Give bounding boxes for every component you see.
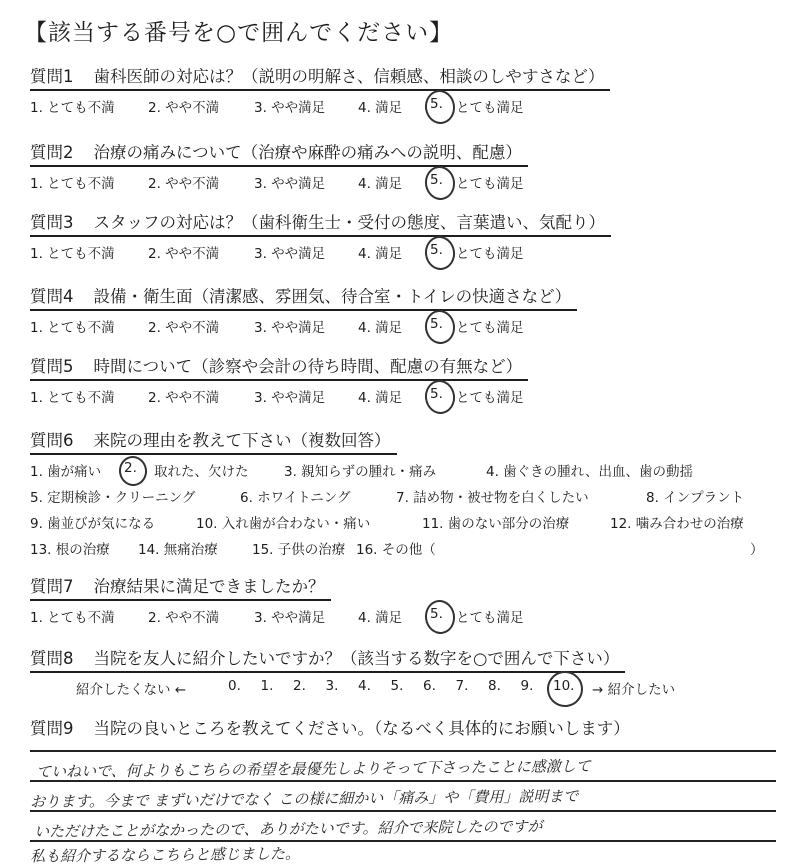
scale-value[interactable]: 2. [293,678,306,694]
option-1[interactable]: 1. とても不満 [30,176,115,192]
reason-option[interactable]: 6. ホワイトニング [240,490,351,506]
question-9-heading [30,718,630,740]
question-text: 当院の良いところを教えてください。（なるべく具体的にお願いします） [93,719,630,738]
question-number: 質問5 [30,357,74,376]
reason-option[interactable]: 14. 無痛治療 [138,542,218,558]
option-5-label[interactable]: とても満足 [456,246,524,262]
scale-value[interactable]: 6. [423,678,436,694]
question-6 [30,430,764,570]
option-3[interactable]: 3. やや満足 [254,176,326,192]
question-1 [30,66,610,116]
answer-line [30,750,776,752]
selection-circle [423,88,457,126]
question-number: 質問4 [30,287,74,306]
reason-option[interactable]: 3. 親知らずの腫れ・痛み [284,464,437,480]
option-3[interactable]: 3. やや満足 [254,610,326,626]
option-4[interactable]: 4. 満足 [358,176,403,192]
option-3[interactable]: 3. やや満足 [254,246,326,262]
reason-row [30,512,800,536]
option-5-number[interactable]: 5. [430,242,443,258]
option-2[interactable]: 2. やや不満 [148,176,220,192]
option-4[interactable]: 4. 満足 [358,100,403,116]
scale-value[interactable]: 5. [390,678,404,694]
option-1[interactable]: 1. とても不満 [30,100,115,116]
reason-option[interactable]: 2. [124,460,137,476]
handwritten-answer-line: 私も紹介するならこちらと感じました。 [29,844,301,866]
option-2[interactable]: 2. やや不満 [148,246,220,262]
answer-options [30,314,577,336]
reason-row [30,486,800,510]
question-3-heading [30,212,611,237]
scale-value[interactable]: 10. [553,678,575,694]
question-5-heading [30,356,528,381]
answer-options [30,604,524,626]
question-1-heading [30,66,610,91]
handwritten-answer-line: いただけたことがなかったので、ありがたいです。紹介で来院したのですが [33,817,543,841]
option-5-label[interactable]: とても満足 [456,320,524,336]
question-number: 質問8 [30,649,74,668]
question-4-heading [30,286,577,311]
answer-options [30,94,610,116]
selection-circle [423,308,457,346]
answer-options [30,170,528,192]
option-5-number[interactable]: 5. [430,316,443,332]
option-5-label[interactable]: とても満足 [456,610,524,626]
question-text: 時間について（診察や会計の待ち時間、配慮の有無など） [93,357,523,376]
question-2 [30,142,528,192]
question-number: 質問7 [30,577,74,596]
question-text: 治療結果に満足できましたか？ [93,577,325,596]
option-2[interactable]: 2. やや不満 [148,390,220,406]
question-9 [30,718,630,740]
selection-circle [423,598,457,636]
recommend-scale [76,678,716,700]
reason-option[interactable]: 5. 定期検診・クリーニング [30,490,196,506]
reason-option[interactable]: ） [750,542,764,558]
question-8 [30,648,625,673]
reason-option[interactable]: 11. 歯のない部分の治療 [422,516,570,532]
question-4 [30,286,577,336]
free-answer-area [29,740,776,866]
scale-right-label: → 紹介したい [592,682,676,698]
question-5 [30,356,528,406]
option-3[interactable]: 3. やや満足 [254,100,326,116]
reason-row [30,538,800,562]
scale-value[interactable]: 1. [260,678,274,694]
scale-value[interactable]: 0. [228,678,241,694]
option-5-label[interactable]: とても満足 [456,390,524,406]
selection-circle [545,669,586,710]
reason-option[interactable]: 13. 根の治療 [30,542,110,558]
scale-value[interactable]: 3. [325,678,339,694]
option-5-number[interactable]: 5. [430,386,443,402]
reason-option[interactable]: 10. 入れ歯が合わない・痛い [196,516,371,532]
selection-circle [423,234,457,272]
question-text: 歯科医師の対応は？（説明の明解さ、信頼感、相談のしやすさなど） [93,67,605,86]
answer-options [30,240,611,262]
answer-options [30,384,528,406]
option-1[interactable]: 1. とても不満 [30,390,115,406]
option-1[interactable]: 1. とても不満 [30,246,115,262]
question-3 [30,212,611,262]
scale-value[interactable]: 8. [488,678,501,694]
question-7-heading [30,576,331,601]
question-number: 質問9 [30,719,74,738]
question-text: 当院を友人に紹介したいですか？（該当する数字を○で囲んで下さい） [93,649,620,668]
option-4[interactable]: 4. 満足 [358,390,403,406]
question-text: 治療の痛みについて（治療や麻酔の痛みへの説明、配慮） [93,143,522,162]
reason-option[interactable]: 取れた、欠けた [154,464,249,480]
question-2-heading [30,142,528,167]
question-text: 来院の理由を教えて下さい（複数回答） [93,431,391,450]
selection-circle [423,164,457,202]
reason-option[interactable]: 16. その他（ [356,542,436,558]
reason-option[interactable]: 4. 歯ぐきの腫れ、出血、歯の動揺 [486,464,693,480]
question-number: 質問1 [30,67,74,86]
reason-option[interactable]: 8. インプラント [646,490,745,506]
option-4[interactable]: 4. 満足 [358,246,403,262]
selection-circle [423,378,457,416]
scale-value[interactable]: 9. [520,678,534,694]
scale-value[interactable]: 7. [455,678,469,694]
scale-value[interactable]: 4. [358,678,371,694]
option-2[interactable]: 2. やや不満 [148,320,220,336]
question-text: スタッフの対応は？（歯科衛生士・受付の態度、言葉遣い、気配り） [93,213,605,232]
option-5-number[interactable]: 5. [430,606,443,622]
reason-option[interactable]: 9. 歯並びが気になる [30,516,156,532]
option-3[interactable]: 3. やや満足 [254,320,326,336]
option-4[interactable]: 4. 満足 [358,320,403,336]
option-1[interactable]: 1. とても不満 [30,320,115,336]
page-title: 【該当する番号を○で囲んでください】 [24,20,454,46]
question-6-heading [30,430,397,455]
reason-option[interactable]: 7. 詰め物・被せ物を白くしたい [396,490,589,506]
question-8-heading [30,648,625,673]
question-number: 質問3 [30,213,74,232]
option-5-label[interactable]: とても満足 [456,100,524,116]
question-number: 質問6 [30,431,74,450]
reason-option[interactable]: 12. 噛み合わせの治療 [610,516,744,532]
handwritten-answer-line: ていねいで、何よりもこちらの希望を最優先しよりそって下さったことに感激して [35,757,591,781]
question-number: 質問2 [30,143,74,162]
option-4[interactable]: 4. 満足 [358,610,403,626]
option-2[interactable]: 2. やや不満 [148,610,220,626]
question-7 [30,576,524,626]
scale-left-label: 紹介したくない ← [76,682,187,698]
option-5-number[interactable]: 5. [430,172,443,188]
option-5-label[interactable]: とても満足 [456,176,524,192]
option-5-number[interactable]: 5. [430,96,443,112]
option-1[interactable]: 1. とても不満 [30,610,115,626]
handwritten-answer-line: おります。今まで まずいだけでなく この様に細かい「痛み」や「費用」説明まで [29,787,579,811]
reason-option[interactable]: 1. 歯が痛い [30,464,102,480]
question-text: 設備・衛生面（清潔感、雰囲気、待合室・トイレの快適さなど） [93,287,572,306]
option-3[interactable]: 3. やや満足 [254,390,326,406]
reason-option[interactable]: 15. 子供の治療 [252,542,346,558]
option-2[interactable]: 2. やや不満 [148,100,220,116]
